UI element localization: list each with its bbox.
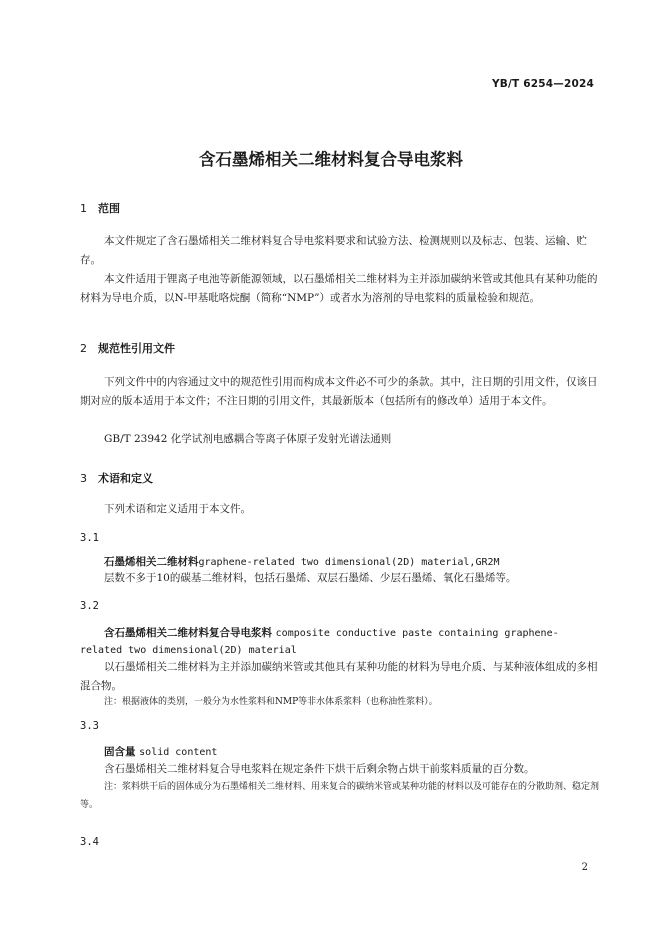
scope-paragraph-2: 本文件适用于锂离子电池等新能源领域，以石墨烯相关二维材料为主并添加碳纳米管或其他具有某种功能的材料为导电介质，以N-甲基吡咯烷酮（简称“NMP”）或者水为溶剂的导电浆料的质量检验和规范。 [80, 273, 598, 304]
term-3-1-number: 3.1 [80, 532, 99, 544]
term-3-2-title [80, 625, 600, 659]
term-cn: 固含量 [104, 746, 136, 758]
term-3-3-note: 注：浆料烘干后的固体成分为石墨烯相关二维材料、用来复合的碳纳米管或某种功能的材料以及可能存在的分散助剂、稳定剂等。 [80, 782, 600, 810]
scope-paragraph-1: 本文件规定了含石墨烯相关二维材料复合导电浆料要求和试验方法、检测规则以及标志、包装、运输、贮存。 [80, 235, 587, 266]
term-cn: 石墨烯相关二维材料 [104, 556, 199, 568]
term-en: solid content [139, 747, 218, 758]
term-3-3-number: 3.3 [80, 720, 99, 732]
section-2-heading [80, 340, 175, 356]
term-3-1-definition: 层数不多于10的碳基二维材料，包括石墨烯、双层石墨烯、少层石墨烯、氧化石墨烯等。 [104, 572, 517, 584]
term-cn: 含石墨烯相关二维材料复合导电浆料 [104, 627, 272, 639]
section-3-heading [80, 470, 153, 486]
section-number: 1 [80, 202, 87, 215]
term-en: composite conductive paste containing graphene-related two dimensional(2D) material [80, 628, 559, 656]
terms-intro: 下列术语和定义适用于本文件。 [104, 503, 251, 515]
standard-code: YB/T 6254—2024 [491, 78, 594, 90]
section-1-heading [80, 200, 120, 216]
term-3-3-title [80, 744, 600, 761]
section-title: 术语和定义 [98, 472, 153, 485]
normative-reference: GB/T 23942 化学试剂电感耦合等离子体原子发射光谱法通则 [104, 433, 392, 445]
normative-paragraph: 下列文件中的内容通过文中的规范性引用而构成本文件必不可少的条款。其中，注日期的引用文件，仅该日期对应的版本适用于本文件；不注日期的引用文件，其最新版本（包括所有的修改单）适用于本文件。 [80, 376, 598, 407]
section-title: 范围 [98, 202, 120, 215]
section-number: 3 [80, 472, 87, 485]
section-title: 规范性引用文件 [98, 342, 175, 355]
term-3-2-number: 3.2 [80, 600, 99, 612]
term-3-3-definition: 含石墨烯相关二维材料复合导电浆料在规定条件下烘干后剩余物占烘干前浆料质量的百分数。 [104, 763, 535, 775]
term-3-4-number: 3.4 [80, 836, 99, 848]
section-number: 2 [80, 342, 87, 355]
page-number: 2 [581, 862, 588, 873]
term-3-2-note: 注：根据液体的类别，一般分为水性浆料和NMP等非水体系浆料（也称油性浆料）。 [104, 697, 438, 707]
term-3-2-definition: 以石墨烯相关二维材料为主并添加碳纳米管或其他具有某种功能的材料为导电介质、与某种液体组成的多相混合物。 [80, 661, 598, 692]
term-en: graphene-related two dimensional(2D) material,GR2M [198, 557, 500, 568]
document-title: 含石墨烯相关二维材料复合导电浆料 [199, 150, 463, 169]
